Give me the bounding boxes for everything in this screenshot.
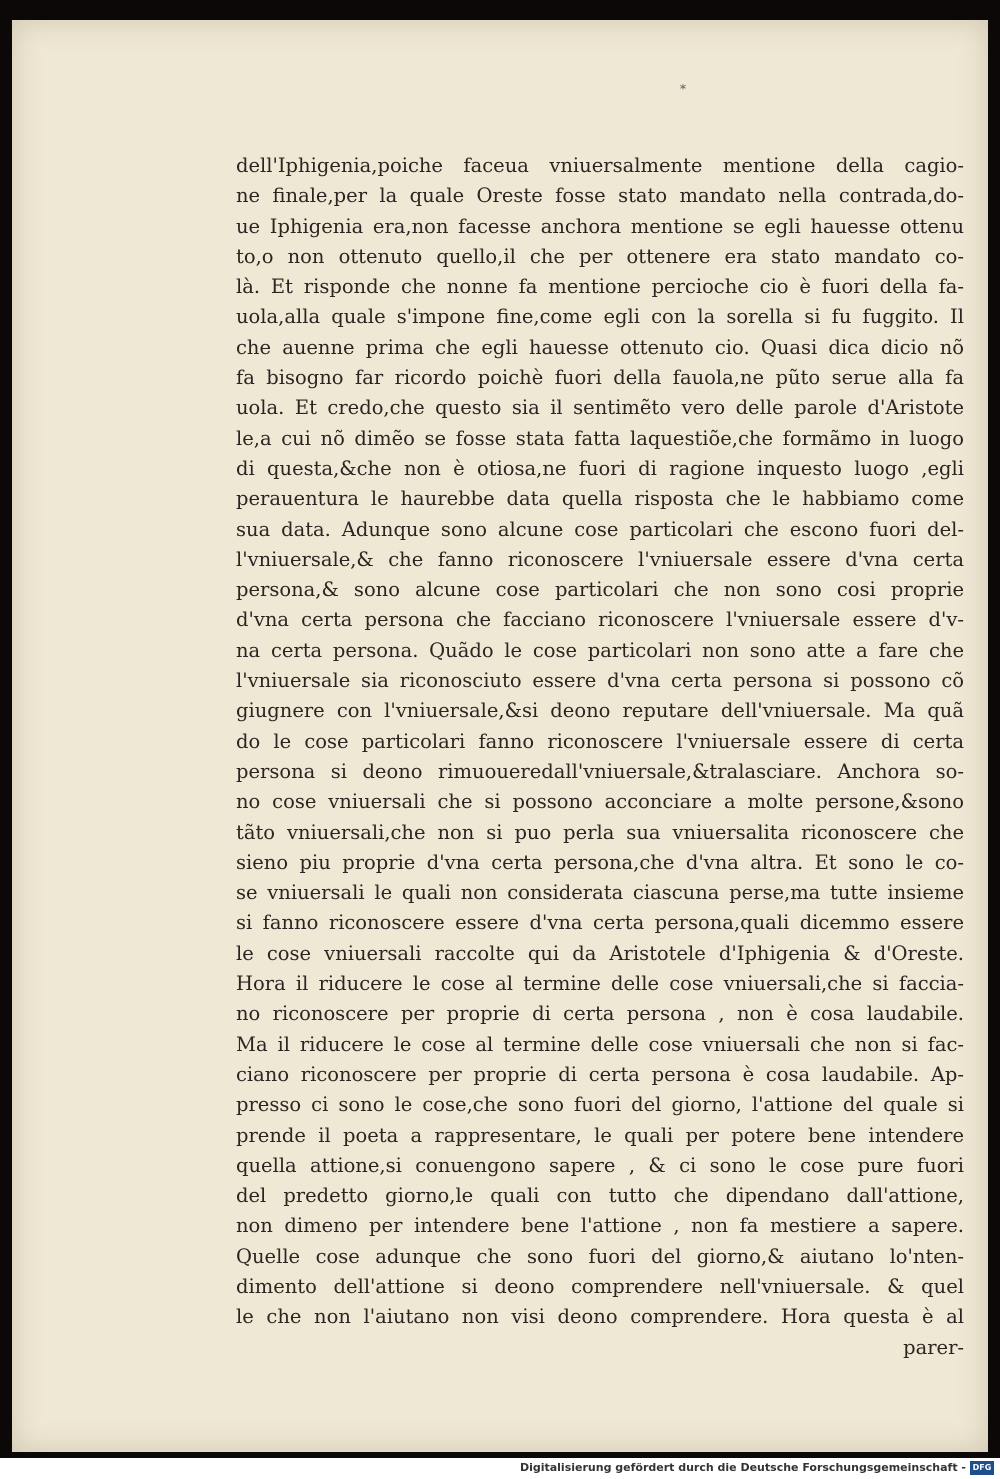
text-line: uola. Et credo,che questo sia il sentimẽto vero delle parole d'Aristote	[236, 396, 964, 420]
text-line: di questa,&che non è otiosa,ne fuori di ragione inquesto luogo ,egli	[236, 456, 964, 480]
text-line: che auenne prima che egli hauesse ottenuto cio. Quasi dica dicio nõ	[236, 335, 964, 359]
text-line: sieno piu proprie d'vna certa persona,che d'vna altra. Et sono le co-	[236, 850, 964, 874]
text-line: Ma il riducere le cose al termine delle cose vniuersali che non si fac-	[236, 1032, 964, 1056]
dfg-logo-icon: DFG	[970, 1461, 994, 1475]
text-line: ciano riconoscere per proprie di certa persona è cosa laudabile. Ap-	[236, 1062, 964, 1086]
text-line: l'vniuersale sia riconosciuto essere d'vna certa persona si possono cõ	[236, 669, 964, 693]
text-line: fa bisogno far ricordo poichè fuori della fauola,ne pũto serue alla fa	[236, 366, 964, 390]
text-line: perauentura le haurebbe data quella risposta che le habbiamo come	[236, 487, 964, 511]
text-line: le,a cui nõ dimẽo se fosse stata fatta laquestiõe,che formãmo in luogo	[236, 426, 964, 450]
text-line: dimento dell'attione si deono comprendere nell'vniuersale. & quel	[236, 1274, 964, 1298]
text-line: Hora il riducere le cose al termine delle cose vniuersali,che si faccia-	[236, 972, 964, 996]
text-line: tãto vniuersali,che non si puo perla sua vniuersalita riconoscere che	[236, 820, 964, 844]
text-line: no riconoscere per proprie di certa persona , non è cosa laudabile.	[236, 1002, 964, 1026]
catchword: parer-	[903, 1335, 964, 1359]
text-line: uola,alla quale s'impone fine,come egli con la sorella si fu fuggito. Il	[236, 305, 964, 329]
text-line: l'vniuersale,& che fanno riconoscere l'vniuersale essere d'vna certa	[236, 547, 964, 571]
text-line: ne finale,per la quale Oreste fosse stato mandato nella contrada,do-	[236, 184, 964, 208]
text-line: na certa persona. Quãdo le cose particolari non sono atte a fare che	[236, 638, 964, 662]
text-line: si fanno riconoscere essere d'vna certa persona,quali dicemmo essere	[236, 911, 964, 935]
book-page	[12, 20, 988, 1452]
text-line: to,o non ottenuto quello,il che per ottenere era stato mandato co-	[236, 244, 964, 268]
text-line: giugnere con l'vniuersale,&si deono reputare dell'vniuersale. Ma quã	[236, 699, 964, 723]
text-line: del predetto giorno,le quali con tutto che dipendano dall'attione,	[236, 1184, 964, 1208]
text-line: le che non l'aiutano non visi deono comprendere. Hora questa è al	[236, 1305, 964, 1329]
text-line: Quelle cose adunque che sono fuori del giorno,& aiutano lo'nten-	[236, 1244, 964, 1268]
text-line: ue Iphigenia era,non facesse anchora mentione se egli hauesse ottenu	[236, 214, 964, 238]
text-line: persona,& sono alcune cose particolari che non sono cosi proprie	[236, 578, 964, 602]
text-line: quella attione,si conuengono sapere , & ci sono le cose pure fuori	[236, 1153, 964, 1177]
text-line: presso ci sono le cose,che sono fuori del giorno, l'attione del quale si	[236, 1093, 964, 1117]
text-line: dell'Iphigenia,poiche faceua vniuersalmente mentione della cagio-	[236, 154, 964, 177]
text-line: do le cose particolari fanno riconoscere l'vniuersale essere di certa	[236, 729, 964, 753]
text-line: d'vna certa persona che facciano riconoscere l'vniuersale essere d'v-	[236, 608, 964, 632]
text-line: prende il poeta a rappresentare, le quali per potere bene intendere	[236, 1123, 964, 1147]
page-text-block	[236, 151, 964, 1363]
text-line: se vniuersali le quali non considerata ciascuna perse,ma tutte insieme	[236, 881, 964, 905]
text-line: là. Et risponde che nonne fa mentione percioche cio è fuori della fa-	[236, 275, 964, 299]
text-line: non dimeno per intendere bene l'attione , non fa mestiere a sapere.	[236, 1214, 964, 1238]
text-line: no cose vniuersali che si possono acconciare a molte persone,&sono	[236, 790, 964, 814]
funding-credit: Digitalisierung gefördert durch die Deutsche Forschungsgemeinschaft -	[519, 1461, 966, 1474]
text-line: sua data. Adunque sono alcune cose particolari che escono fuori del-	[236, 517, 964, 541]
text-line: persona si deono rimuoueredall'vniuersale,&tralasciare. Anchora so-	[236, 759, 964, 783]
page-mark: *	[680, 82, 686, 96]
text-line: le cose vniuersali raccolte qui da Aristotele d'Iphigenia & d'Oreste.	[236, 941, 964, 965]
